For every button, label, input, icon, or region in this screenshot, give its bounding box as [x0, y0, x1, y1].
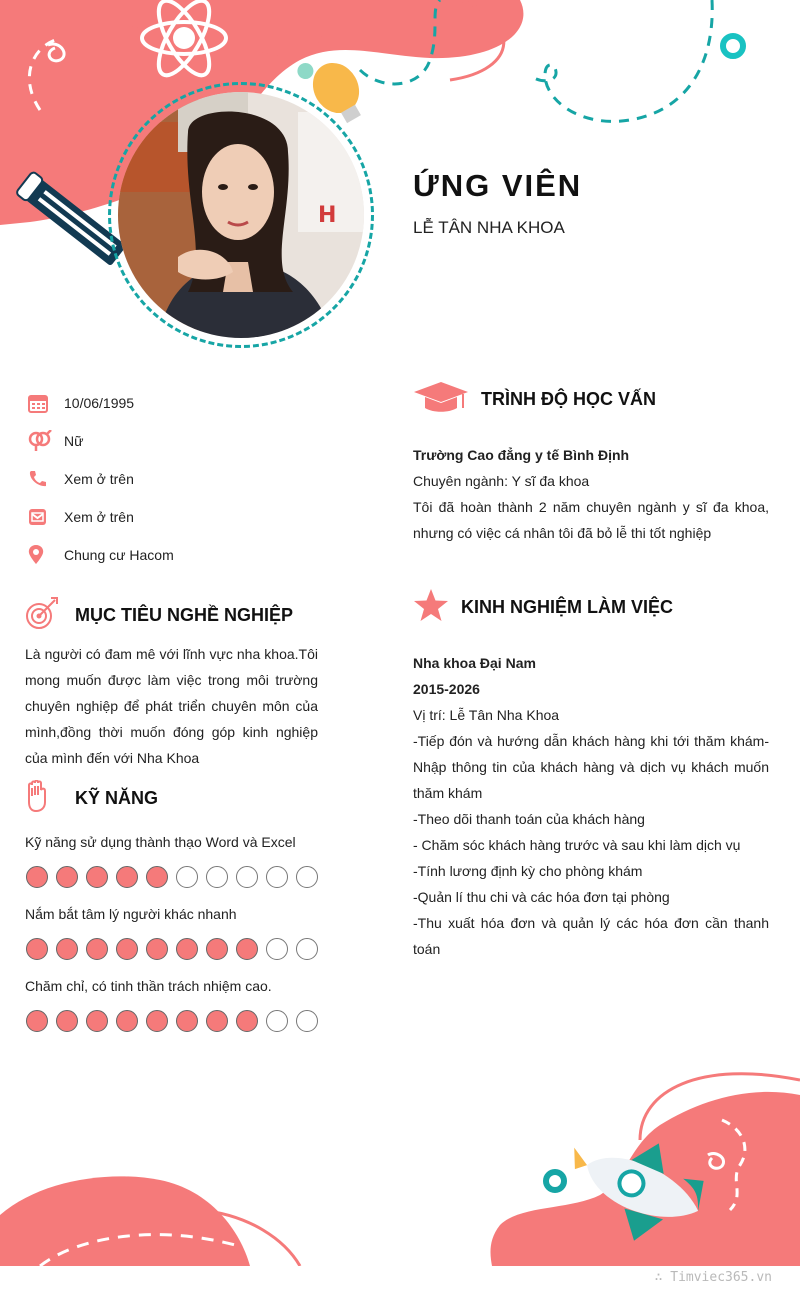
skill-dot-filled: [86, 866, 108, 888]
skill-dot-filled: [176, 1010, 198, 1032]
skill-dot-filled: [176, 938, 198, 960]
skill-name: Nắm bắt tâm lý người khác nhanh: [25, 906, 237, 922]
skill-item: [25, 830, 325, 888]
star-icon: [413, 588, 461, 627]
skill-dot-empty: [296, 938, 318, 960]
email-icon: [28, 505, 64, 529]
skill-dot-filled: [116, 938, 138, 960]
skill-rating: [26, 1010, 325, 1032]
skill-dot-filled: [56, 866, 78, 888]
candidate-heading: [413, 168, 582, 238]
skill-dot-filled: [26, 1010, 48, 1032]
target-icon: [25, 596, 75, 635]
personal-info-list: [28, 384, 348, 574]
skill-dot-empty: [266, 1010, 288, 1032]
candidate-position: LỄ TÂN NHA KHOA: [413, 218, 565, 237]
phone-icon: [28, 467, 64, 491]
objective-heading: [25, 596, 293, 635]
info-value: Xem ở trên: [64, 471, 134, 487]
info-email: [28, 498, 348, 536]
skill-dot-filled: [86, 1010, 108, 1032]
skill-rating: [26, 866, 325, 888]
major: Chuyên ngành: Y sĩ đa khoa: [413, 473, 590, 489]
skill-dot-filled: [146, 1010, 168, 1032]
skill-dot-filled: [116, 866, 138, 888]
objective-title: MỤC TIÊU NGHỀ NGHIỆP: [75, 605, 294, 625]
info-value: Xem ở trên: [64, 509, 134, 525]
skill-item: [25, 902, 325, 960]
profile-photo-frame: [108, 82, 374, 348]
skill-dot-filled: [206, 1010, 228, 1032]
skill-dot-filled: [206, 938, 228, 960]
skills-heading: [25, 780, 158, 817]
duty-item: -Quản lí thu chi và các hóa đơn tại phòng: [413, 889, 670, 905]
brand-watermark: ∴ Timviec365.vn: [654, 1270, 772, 1285]
skills-title: KỸ NĂNG: [75, 788, 159, 808]
skill-dot-empty: [176, 866, 198, 888]
skill-dot-filled: [86, 938, 108, 960]
skills-list: [25, 830, 325, 1046]
skill-dot-filled: [146, 938, 168, 960]
skill-rating: [26, 938, 325, 960]
info-value: 10/06/1995: [64, 395, 135, 411]
location-pin-icon: [28, 543, 64, 567]
education-title: TRÌNH ĐỘ HỌC VẤN: [481, 389, 656, 409]
duty-item: -Thu xuất hóa đơn và quản lý các hóa đơn cần thanh toán: [413, 915, 769, 957]
skill-dot-empty: [266, 938, 288, 960]
info-value: Chung cư Hacom: [64, 547, 174, 563]
teal-ring-icon: [723, 36, 743, 56]
skill-dot-filled: [26, 938, 48, 960]
skill-name: Chăm chỉ, có tinh thần trách nhiệm cao.: [25, 978, 272, 994]
calendar-icon: [28, 391, 64, 415]
work-period: 2015-2026: [413, 681, 480, 697]
education-content: [413, 442, 769, 546]
duty-item: -Tiếp đón và hướng dẫn khách hàng khi tới thăm khám-Nhập thông tin của khách hàng và dịch vụ khách muốn thăm khám: [413, 733, 769, 801]
gender-icon: [28, 429, 64, 453]
footer: [0, 1266, 800, 1291]
candidate-title: ỨNG VIÊN: [413, 168, 583, 203]
experience-heading: [413, 588, 673, 627]
school-name: Trường Cao đẳng y tế Bình Định: [413, 447, 630, 463]
info-gender: [28, 422, 348, 460]
skill-dot-empty: [296, 1010, 318, 1032]
skill-dot-filled: [26, 866, 48, 888]
skill-dot-empty: [206, 866, 228, 888]
objective-text: Là người có đam mê với lĩnh vực nha khoa.Tôi mong muốn được làm việc trong môi trường chuyên nghiệp để phát triển chuyên môn của mình,đồng thời muốn đóng góp kinh nghiệp của mình đến với Nha Khoa: [25, 646, 318, 766]
duty-item: - Chăm sóc khách hàng trước và sau khi làm dịch vụ: [413, 837, 741, 853]
duty-item: -Tính lương định kỳ cho phòng khám: [413, 863, 643, 879]
skill-dot-empty: [266, 866, 288, 888]
company-name: Nha khoa Đại Nam: [413, 655, 536, 671]
profile-photo: [118, 92, 364, 338]
skill-dot-filled: [146, 866, 168, 888]
skill-dot-filled: [56, 1010, 78, 1032]
info-phone: [28, 460, 348, 498]
skill-dot-filled: [236, 938, 258, 960]
skill-dot-empty: [296, 866, 318, 888]
svg-text:H: H: [318, 203, 337, 228]
job-role: Vị trí: Lễ Tân Nha Khoa: [413, 707, 560, 723]
skill-item: [25, 974, 325, 1032]
skill-dot-filled: [56, 938, 78, 960]
info-value: Nữ: [64, 433, 84, 449]
skill-name: Kỹ năng sử dụng thành thạo Word và Excel: [25, 834, 296, 850]
education-heading: [413, 380, 656, 419]
experience-content: [413, 650, 769, 962]
duty-item: -Theo dõi thanh toán của khách hàng: [413, 811, 645, 827]
skill-dot-filled: [236, 1010, 258, 1032]
hand-icon: [25, 780, 75, 817]
info-birthdate: [28, 384, 348, 422]
experience-title: KINH NGHIỆM LÀM VIỆC: [461, 597, 674, 617]
graduation-cap-icon: [413, 380, 481, 419]
bottom-left-blob: [0, 1176, 250, 1266]
education-note: Tôi đã hoàn thành 2 năm chuyên ngành y sĩ đa khoa, nhưng có việc cá nhân tôi đã bỏ lễ thi tốt nghiệp: [413, 499, 769, 541]
skill-dot-empty: [236, 866, 258, 888]
skill-dot-filled: [116, 1010, 138, 1032]
info-address: [28, 536, 348, 574]
